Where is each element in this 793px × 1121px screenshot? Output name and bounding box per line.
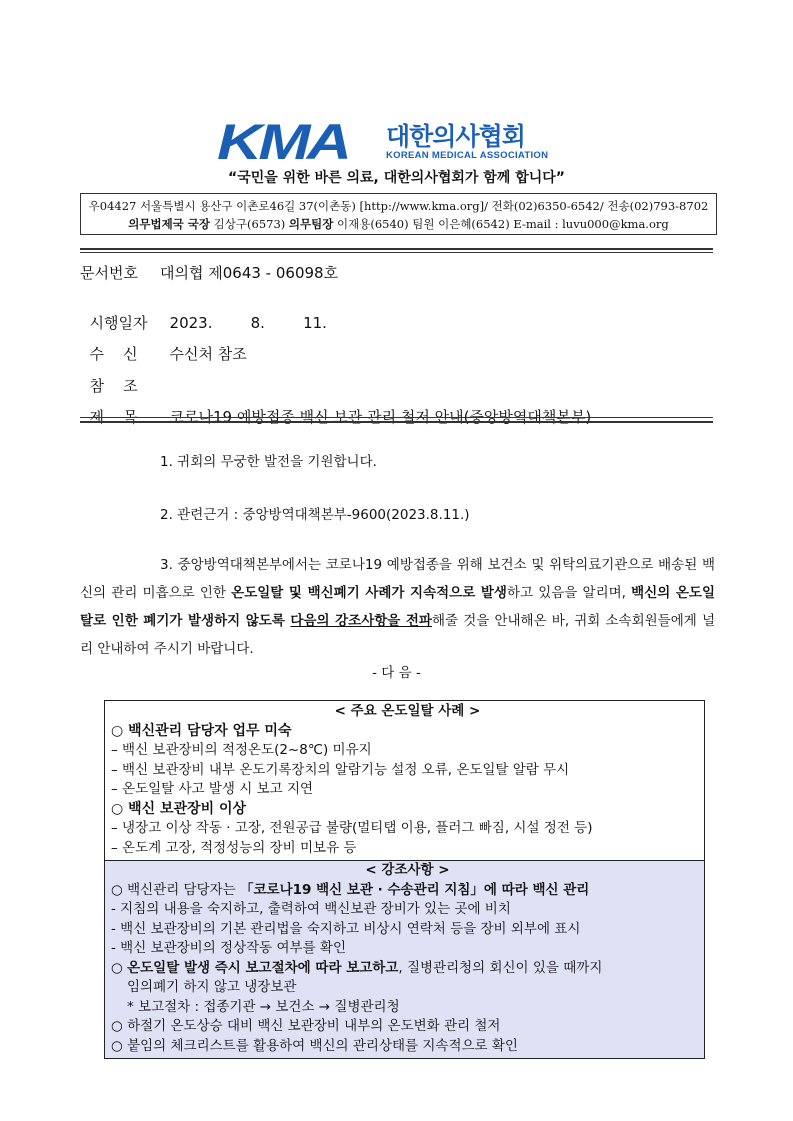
- p3-text: 하고 있음을 알리며,: [506, 585, 632, 601]
- paragraph-1: 1. 귀회의 무궁한 발전을 기원합니다.: [160, 454, 377, 470]
- divider: [80, 252, 713, 253]
- divider: [80, 417, 713, 418]
- emphasis-item: - 지침의 내용을 숙지하고, 출력하여 백신보관 장비가 있는 곳에 비치: [111, 901, 511, 917]
- doc-number-field: [80, 262, 338, 283]
- emphasis-item: 임의폐기 하지 않고 냉장보관: [127, 979, 297, 995]
- emphasis-item: [105, 959, 704, 979]
- field-value: 수신처 참조: [169, 345, 247, 363]
- p3-emphasis: 백신의 온도일탈로 인한 폐기가 발생하지 않도록: [80, 585, 716, 629]
- p3-emphasis: 온도일탈 및 백신폐기 사례가 지속적으로 발생: [231, 585, 507, 601]
- emphasis-text: ○ 백신관리 담당자는: [111, 881, 240, 898]
- emphasis-note: * 보고절차 : 접종기관 → 보건소 → 질병관리청: [127, 998, 400, 1015]
- dept-label: 의무법제국 국장: [128, 217, 211, 231]
- divider: [80, 421, 713, 423]
- emphasis-item: - 백신 보관장비의 기본 관리법을 숙지하고 비상시 연락처 등을 장비 외부에 표시: [111, 920, 581, 937]
- emphasis-item: ○ 붙임의 체크리스트를 활용하여 백신의 관리상태를 지속적으로 확인: [111, 1037, 518, 1054]
- slogan: “국민을 위한 바른 의료, 대한의사협회가 함께 합니다”: [228, 170, 565, 186]
- paragraph-3: [80, 551, 715, 663]
- team-contact: 이재용(6540) 팀원 이은혜(6542) E-mail : luvu000@kma.org: [333, 217, 669, 231]
- emphasis-item: [105, 881, 704, 901]
- paragraph-2: 2. 관련근거 : 중앙방역대책본부-9600(2023.8.11.): [160, 507, 470, 523]
- case-item: – 온도일탈 사고 발생 시 보고 지연: [111, 781, 314, 797]
- contact-line1: 우04427 서울특별시 용산구 이촌로46길 37(이촌동) [http://www.kma.org]/ 전화(02)6350-6542/ 전송(02)793-8702: [88, 199, 709, 213]
- case-heading: ○ 백신관리 담당자 업무 미숙: [111, 722, 292, 739]
- cases-title: < 주요 온도일탈 사례 >: [334, 703, 481, 719]
- divider: [80, 248, 713, 250]
- case-item: – 백신 보관장비의 적정온도(2~8℃) 미유지: [111, 742, 372, 758]
- emphasis-text: ○: [111, 959, 128, 976]
- cases-section: [105, 701, 704, 860]
- separator: - 다 음 -: [372, 665, 421, 681]
- contact-box: [80, 193, 717, 235]
- emphasis-section: [105, 860, 704, 1058]
- logo-abbr: KMA: [217, 114, 349, 170]
- emphasis-text: , 질병관리청의 회신이 있을 때까지: [398, 959, 603, 976]
- kma-logo: [217, 114, 549, 170]
- field-value: 코로나19 예방접종 백신 보관 관리 철저 안내(중앙방역대책본부): [169, 408, 592, 426]
- field-value: 2023. 8. 11.: [169, 314, 327, 332]
- emphasis-bold: 온도일탈 발생 즉시 보고절차에 따라 보고하고: [127, 959, 399, 976]
- emphasis-item: - 백신 보관장비의 정상작동 여부를 확인: [111, 940, 346, 956]
- dept-contact: 김상구(6573): [210, 217, 289, 231]
- field-label: 제 목: [89, 408, 138, 426]
- case-item: – 백신 보관장비 내부 온도기록장치의 알람기능 설정 오류, 온도일탈 알람 무시: [111, 761, 570, 778]
- logo-korean: 대한의사협회: [386, 122, 525, 151]
- team-label: 의무팀장: [288, 217, 334, 231]
- notice-box: [104, 700, 705, 1059]
- p3-underline: 다음의 강조사항을 전파: [290, 613, 432, 629]
- field-label: 시행일자: [89, 314, 148, 332]
- p3-text: 해줄 것을 안내해온 바, 귀회 소속회원들에게 널리 안내하여 주시기 바랍니다.: [80, 613, 715, 657]
- contact-line2: [81, 215, 716, 233]
- case-item: – 냉장고 이상 작동 · 고장, 전원공급 불량(멀티탭 이용, 플러그 빠짐, 시설 정전 등): [111, 820, 593, 836]
- field-label: 문서번호: [80, 264, 138, 282]
- emphasis-bold: 「코로나19 백신 보관 · 수송관리 지침」에 따라 백신 관리: [239, 881, 590, 898]
- emphasis-title: < 강조사항 >: [365, 862, 450, 878]
- p3-text: 3. 중앙방역대책본부에서는 코로나19 예방접종을 위해 보건소 및 위탁의료기관으로 배송된 백신의 관리 미흡으로 인한: [80, 557, 715, 601]
- case-item: – 온도계 고장, 적정성능의 장비 미보유 등: [111, 839, 357, 856]
- field-value: 대의협 제0643 - 06098호: [160, 264, 339, 282]
- field-label: 참 조: [89, 377, 138, 395]
- field-label: 수 신: [89, 345, 138, 363]
- emphasis-item: ○ 하절기 온도상승 대비 백신 보관장비 내부의 온도변화 관리 철저: [111, 1018, 501, 1034]
- logo-english: KOREAN MEDICAL ASSOCIATION: [386, 150, 549, 161]
- case-heading: ○ 백신 보관장비 이상: [111, 800, 247, 817]
